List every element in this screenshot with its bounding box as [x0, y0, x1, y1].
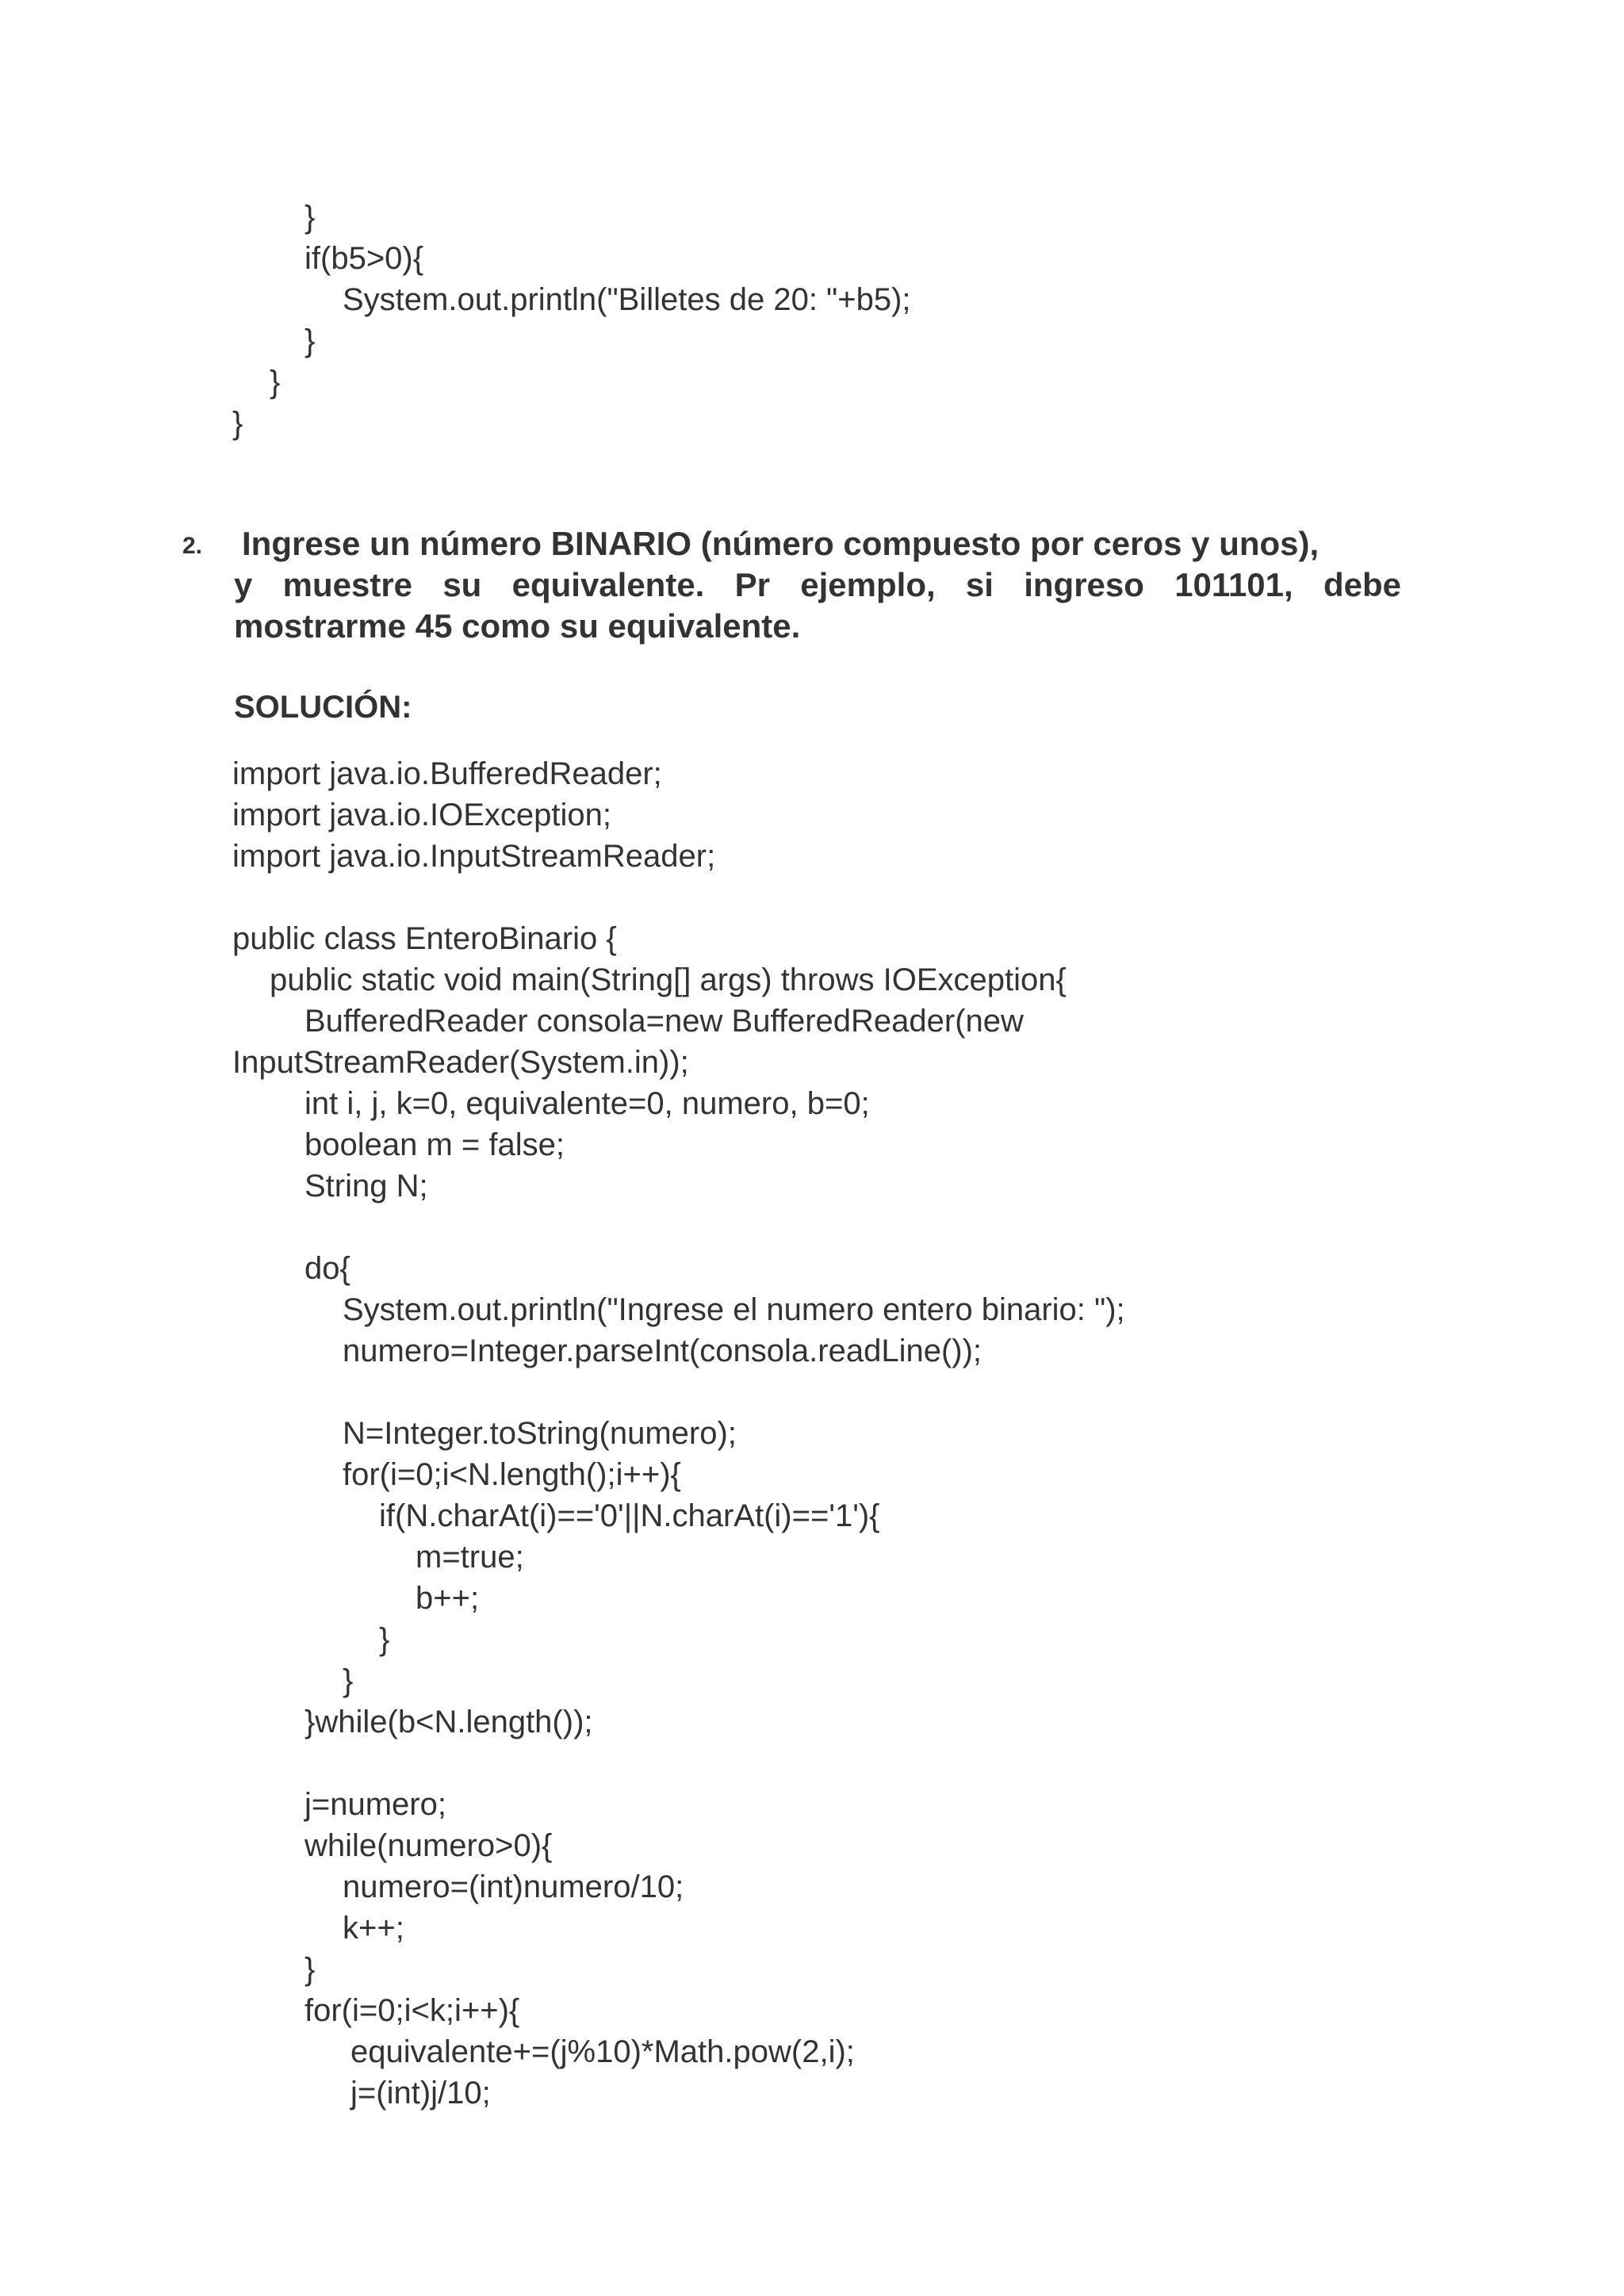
code-line: }	[232, 406, 243, 441]
code-line: BufferedReader consola=new BufferedReader(new	[304, 1004, 1024, 1039]
code-line: j=(int)j/10;	[350, 2076, 491, 2110]
code-line: import java.io.IOException;	[232, 798, 611, 832]
question-line: Ingrese un número BINARIO (número compuesto por ceros y unos),	[242, 525, 1320, 562]
question-line: y muestre su equivalente. Pr ejemplo, si ingreso 101101, debe	[234, 566, 1401, 603]
code-line: }	[304, 1952, 316, 1987]
code-line: j=numero;	[304, 1787, 446, 1822]
code-line: }while(b<N.length());	[304, 1705, 593, 1739]
code-line: numero=(int)numero/10;	[343, 1869, 684, 1904]
code-line: InputStreamReader(System.in));	[232, 1045, 689, 1080]
code-line: import java.io.BufferedReader;	[232, 756, 662, 791]
question-line: mostrarme 45 como su equivalente.	[234, 607, 801, 645]
code-line: numero=Integer.parseInt(consola.readLine());	[343, 1334, 982, 1368]
code-line: while(numero>0){	[304, 1828, 553, 1863]
code-line: public class EnteroBinario {	[232, 921, 617, 956]
code-line: }	[343, 1663, 354, 1698]
code-line: }	[379, 1622, 390, 1657]
code-line: N=Integer.toString(numero);	[343, 1416, 737, 1451]
code-line: }	[304, 200, 316, 235]
code-line: int i, j, k=0, equivalente=0, numero, b=0;	[304, 1086, 870, 1121]
code-line: System.out.println("Billetes de 20: "+b5);	[343, 282, 911, 317]
code-line: equivalente+=(j%10)*Math.pow(2,i);	[350, 2034, 855, 2069]
code-line: b++;	[416, 1581, 480, 1616]
code-line: for(i=0;i<N.length();i++){	[343, 1457, 681, 1492]
code-line: boolean m = false;	[304, 1127, 565, 1162]
code-line: import java.io.InputStreamReader;	[232, 839, 716, 874]
code-line: if(N.charAt(i)=='0'||N.charAt(i)=='1'){	[379, 1498, 880, 1533]
code-line: if(b5>0){	[304, 241, 424, 276]
solution-heading: SOLUCIÓN:	[234, 690, 412, 725]
code-line: }	[304, 323, 316, 358]
code-line: do{	[304, 1251, 350, 1286]
question-number: 2.	[182, 533, 203, 559]
code-line: String N;	[304, 1169, 428, 1203]
code-line: k++;	[343, 1911, 404, 1946]
code-line: }	[270, 365, 281, 400]
code-line: for(i=0;i<k;i++){	[304, 1993, 520, 2028]
code-line: public static void main(String[] args) throws IOException{	[270, 962, 1067, 997]
code-line: m=true;	[416, 1540, 524, 1575]
code-line: System.out.println("Ingrese el numero entero binario: ");	[343, 1292, 1125, 1327]
